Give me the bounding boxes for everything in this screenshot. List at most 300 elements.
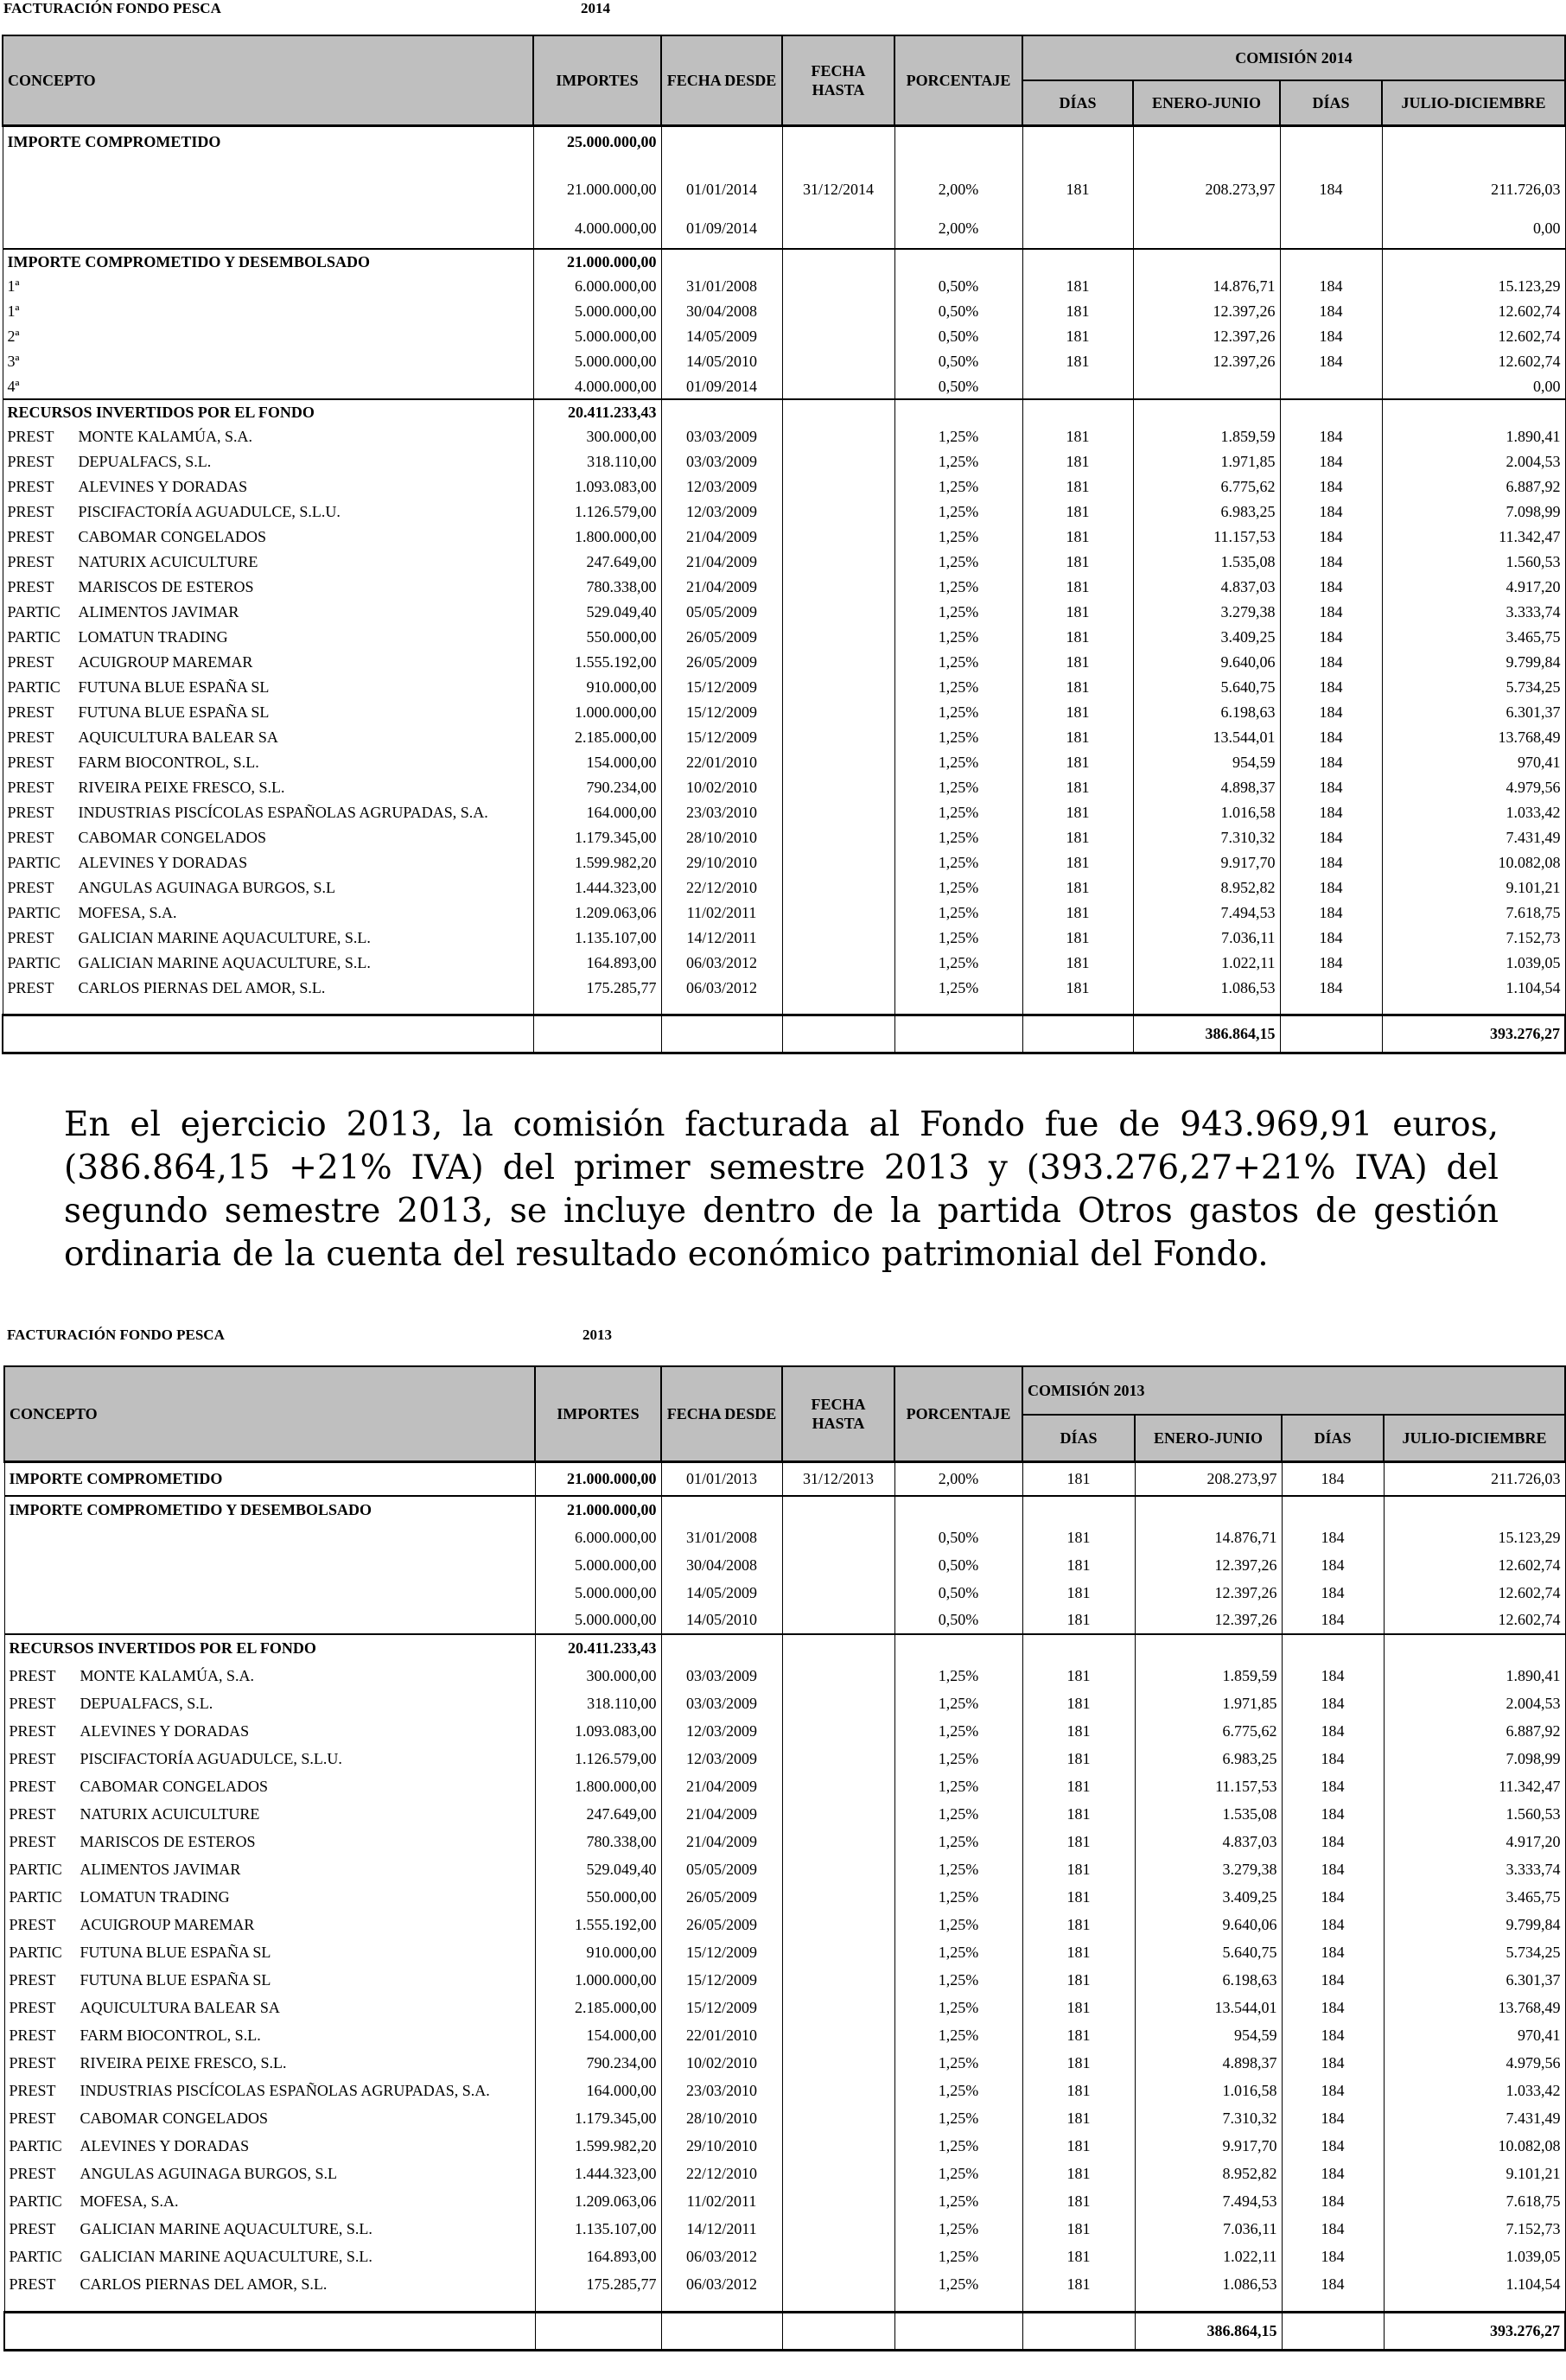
table-row — [4, 1800, 1565, 1828]
concept-name: MONTE KALAMÚA, S.A. — [78, 428, 252, 445]
concept-type: PARTIC — [7, 678, 60, 696]
enero-junio: 5.640,75 — [1133, 675, 1280, 700]
fecha-hasta — [782, 449, 894, 474]
enero-junio: 1.022,11 — [1133, 951, 1280, 976]
dias-1: 181 — [1022, 725, 1133, 750]
enero-junio: 1.535,08 — [1133, 550, 1280, 575]
fecha-desde: 11/02/2011 — [661, 900, 782, 926]
table-row — [3, 900, 1565, 926]
porcentaje: 1,25% — [894, 500, 1022, 525]
julio-diciembre: 1.039,05 — [1384, 2243, 1565, 2270]
empty-cell — [661, 157, 782, 169]
fecha-desde: 03/03/2009 — [661, 1690, 782, 1717]
header-fecha-hasta: FECHA HASTA — [782, 1366, 894, 1461]
enero-junio: 11.157,53 — [1135, 1772, 1282, 1800]
fecha-desde: 29/10/2010 — [661, 850, 782, 875]
porcentaje: 1,25% — [894, 1994, 1022, 2021]
concept-type: PREST — [7, 929, 54, 946]
table-row — [4, 1662, 1565, 1690]
dias-1: 181 — [1022, 1938, 1135, 1966]
dias-1: 181 — [1022, 500, 1133, 525]
fecha-desde: 06/03/2012 — [661, 2243, 782, 2270]
dias-1: 181 — [1022, 850, 1133, 875]
concept-cell — [3, 575, 533, 600]
dias-1: 181 — [1022, 1800, 1135, 1828]
totals-row — [4, 2312, 1565, 2350]
importe: 4.000.000,00 — [533, 209, 661, 249]
concept-type: PREST — [7, 478, 54, 495]
fecha-hasta — [782, 1579, 894, 1607]
dias-1: 181 — [1022, 1662, 1135, 1690]
concept-type: PREST — [7, 553, 54, 570]
porcentaje: 1,25% — [894, 1800, 1022, 1828]
fecha-desde: 30/04/2008 — [661, 1551, 782, 1579]
julio-diciembre: 4.979,56 — [1384, 2049, 1565, 2077]
concept-cell — [4, 2021, 535, 2049]
enero-junio: 6.198,63 — [1135, 1966, 1282, 1994]
fecha-desde: 03/03/2009 — [661, 1662, 782, 1690]
fecha-desde: 23/03/2010 — [661, 800, 782, 825]
fecha-desde: 21/04/2009 — [661, 550, 782, 575]
fecha-desde: 03/03/2009 — [661, 424, 782, 449]
concept-cell — [4, 1966, 535, 1994]
enero-junio: 3.279,38 — [1135, 1855, 1282, 1883]
section-amount: 25.000.000,00 — [533, 125, 661, 157]
concept-name: INDUSTRIAS PISCÍCOLAS ESPAÑOLAS AGRUPADAS, S.A. — [80, 2081, 490, 2099]
fecha-hasta — [782, 625, 894, 650]
dias-2: 184 — [1282, 2270, 1384, 2298]
importe: 154.000,00 — [533, 750, 661, 775]
empty-cell — [1133, 399, 1280, 424]
porcentaje: 1,25% — [894, 951, 1022, 976]
empty-cell — [1022, 1001, 1133, 1015]
dias-1: 181 — [1022, 700, 1133, 725]
table-row — [3, 424, 1565, 449]
section-title: IMPORTE COMPROMETIDO — [3, 125, 533, 157]
julio-diciembre: 1.560,53 — [1384, 1800, 1565, 1828]
fecha-hasta — [782, 424, 894, 449]
table-row — [4, 1745, 1565, 1772]
year-text: 2013 — [582, 1327, 612, 1343]
julio-diciembre: 4.917,20 — [1384, 1828, 1565, 1855]
enero-junio: 7.310,32 — [1133, 825, 1280, 850]
julio-diciembre: 1.104,54 — [1384, 2270, 1565, 2298]
empty-cell — [1280, 1001, 1382, 1015]
fecha-hasta — [782, 1717, 894, 1745]
fecha-desde: 31/01/2008 — [661, 274, 782, 299]
dias-1: 181 — [1022, 169, 1133, 209]
porcentaje: 0,50% — [894, 349, 1022, 374]
concept-type: PARTIC — [7, 954, 60, 971]
dias-2: 184 — [1280, 700, 1382, 725]
dias-1: 181 — [1022, 926, 1133, 951]
fecha-hasta — [782, 2132, 894, 2160]
table-row — [3, 525, 1565, 550]
fecha-hasta — [782, 725, 894, 750]
empty-cell — [894, 399, 1022, 424]
concept-type: PREST — [9, 1804, 56, 1823]
fecha-hasta — [782, 1772, 894, 1800]
concept-name: ALEVINES Y DORADAS — [78, 478, 248, 495]
concept-type: PREST — [9, 1721, 56, 1740]
fecha-desde: 03/03/2009 — [661, 449, 782, 474]
enero-junio: 4.898,37 — [1135, 2049, 1282, 2077]
table-row — [4, 1855, 1565, 1883]
concept-cell — [4, 1745, 535, 1772]
concept-cell — [3, 750, 533, 775]
dias-2: 184 — [1280, 675, 1382, 700]
porcentaje: 1,25% — [894, 1745, 1022, 1772]
concept-cell — [4, 2243, 535, 2270]
dias-2: 184 — [1280, 525, 1382, 550]
fecha-desde: 06/03/2012 — [661, 2270, 782, 2298]
concept-type: PREST — [9, 2026, 56, 2044]
table-row — [4, 2243, 1565, 2270]
julio-diciembre: 211.726,03 — [1384, 1461, 1565, 1496]
concept-name: CABOMAR CONGELADOS — [80, 2109, 269, 2127]
dias-1: 181 — [1022, 1745, 1135, 1772]
fecha-desde: 30/04/2008 — [661, 299, 782, 324]
table-2013-body — [4, 1461, 1565, 2350]
table-2014 — [2, 35, 1566, 1054]
empty-cell — [1022, 1634, 1135, 1662]
dias-2: 184 — [1282, 2160, 1384, 2187]
dias-1: 181 — [1022, 2132, 1135, 2160]
enero-junio: 6.775,62 — [1133, 474, 1280, 500]
julio-diciembre: 13.768,49 — [1382, 725, 1565, 750]
empty-cell — [782, 1015, 894, 1053]
table-row — [3, 374, 1565, 399]
fecha-desde: 01/09/2014 — [661, 209, 782, 249]
fecha-desde: 15/12/2009 — [661, 700, 782, 725]
total-enero-junio: 386.864,15 — [1133, 1015, 1280, 1053]
porcentaje: 0,50% — [894, 1551, 1022, 1579]
porcentaje: 1,25% — [894, 1690, 1022, 1717]
empty-cell — [661, 399, 782, 424]
enero-junio: 1.086,53 — [1133, 976, 1280, 1001]
importe: 1.444.323,00 — [535, 2160, 661, 2187]
fecha-hasta — [782, 1911, 894, 1938]
dias-1: 181 — [1022, 2187, 1135, 2215]
fecha-desde: 26/05/2009 — [661, 1883, 782, 1911]
fecha-hasta — [782, 2270, 894, 2298]
julio-diciembre: 7.152,73 — [1382, 926, 1565, 951]
concept-name: FUTUNA BLUE ESPAÑA SL — [78, 678, 270, 696]
dias-2: 184 — [1280, 575, 1382, 600]
concept-name: ANGULAS AGUINAGA BURGOS, S.L — [78, 879, 336, 896]
concept-type: PARTIC — [9, 1943, 62, 1961]
empty-cell — [661, 249, 782, 274]
importe: 2.185.000,00 — [535, 1994, 661, 2021]
fecha-desde: 15/12/2009 — [661, 1938, 782, 1966]
importe: 6.000.000,00 — [533, 274, 661, 299]
porcentaje: 1,25% — [894, 2132, 1022, 2160]
empty-cell — [1282, 1634, 1384, 1662]
concept-name: RIVEIRA PEIXE FRESCO, S.L. — [78, 779, 285, 796]
enero-junio: 8.952,82 — [1135, 2160, 1282, 2187]
empty-cell — [533, 157, 661, 169]
julio-diciembre: 7.618,75 — [1384, 2187, 1565, 2215]
empty-cell — [4, 2312, 535, 2350]
fecha-desde: 31/01/2008 — [661, 1524, 782, 1551]
enero-junio: 7.036,11 — [1133, 926, 1280, 951]
table-row — [4, 1966, 1565, 1994]
porcentaje: 1,25% — [894, 550, 1022, 575]
empty-cell — [782, 399, 894, 424]
concept-cell — [4, 1772, 535, 1800]
concept-cell — [3, 875, 533, 900]
concept-type: PREST — [9, 1998, 56, 2016]
fecha-desde: 23/03/2010 — [661, 2077, 782, 2104]
importe: 1.555.192,00 — [535, 1911, 661, 1938]
fecha-desde: 10/02/2010 — [661, 2049, 782, 2077]
porcentaje: 1,25% — [894, 825, 1022, 850]
concept-type: PARTIC — [7, 904, 60, 921]
enero-junio: 7.036,11 — [1135, 2215, 1282, 2243]
header-comision: COMISIÓN 2014 — [1022, 35, 1565, 80]
empty-cell — [3, 157, 533, 169]
julio-diciembre: 1.890,41 — [1382, 424, 1565, 449]
concept-type: PREST — [7, 779, 54, 796]
fecha-desde: 06/03/2012 — [661, 951, 782, 976]
concept-type: 4ª — [7, 377, 20, 395]
empty-cell — [1282, 2312, 1384, 2350]
julio-diciembre: 12.602,74 — [1382, 299, 1565, 324]
dias-2: 184 — [1282, 1966, 1384, 1994]
concept-type: PREST — [9, 1777, 56, 1795]
fecha-hasta — [782, 324, 894, 349]
empty-cell — [1382, 249, 1565, 274]
concept-cell — [4, 2049, 535, 2077]
fecha-hasta — [782, 2021, 894, 2049]
importe: 790.234,00 — [535, 2049, 661, 2077]
dias-2: 184 — [1282, 1690, 1384, 1717]
concept-cell — [4, 1883, 535, 1911]
enero-junio: 7.494,53 — [1133, 900, 1280, 926]
header-importes: IMPORTES — [535, 1366, 661, 1461]
fecha-hasta — [782, 926, 894, 951]
fecha-hasta — [782, 2104, 894, 2132]
dias-2: 184 — [1282, 1911, 1384, 1938]
table-row — [4, 1772, 1565, 1800]
table-row — [3, 575, 1565, 600]
concept-cell — [3, 700, 533, 725]
dias-2: 184 — [1282, 2049, 1384, 2077]
enero-junio — [1133, 209, 1280, 249]
dias-2: 184 — [1280, 825, 1382, 850]
dias-2: 184 — [1280, 725, 1382, 750]
fecha-hasta — [782, 700, 894, 725]
porcentaje: 1,25% — [894, 449, 1022, 474]
porcentaje: 1,25% — [894, 2160, 1022, 2187]
porcentaje: 1,25% — [894, 424, 1022, 449]
enero-junio: 13.544,01 — [1135, 1994, 1282, 2021]
fecha-hasta — [782, 2077, 894, 2104]
concept-name: GALICIAN MARINE AQUACULTURE, S.L. — [80, 2247, 372, 2265]
porcentaje: 1,25% — [894, 875, 1022, 900]
porcentaje: 1,25% — [894, 1828, 1022, 1855]
empty-cell — [1135, 1496, 1282, 1524]
fecha-hasta — [782, 900, 894, 926]
dias-2: 184 — [1280, 951, 1382, 976]
julio-diciembre: 2.004,53 — [1382, 449, 1565, 474]
concept-name: ANGULAS AGUINAGA BURGOS, S.L — [80, 2164, 338, 2182]
enero-junio: 1.016,58 — [1135, 2077, 1282, 2104]
dias-2: 184 — [1280, 449, 1382, 474]
table-row — [3, 474, 1565, 500]
section-title-row — [3, 249, 1565, 274]
porcentaje: 2,00% — [894, 1461, 1022, 1496]
dias-2: 184 — [1282, 2187, 1384, 2215]
table-row — [4, 1994, 1565, 2021]
dias-2: 184 — [1282, 1994, 1384, 2021]
table-row — [3, 750, 1565, 775]
julio-diciembre: 4.917,20 — [1382, 575, 1565, 600]
fecha-hasta — [782, 1690, 894, 1717]
fecha-hasta — [782, 825, 894, 850]
julio-diciembre: 7.098,99 — [1382, 500, 1565, 525]
concept-name: CABOMAR CONGELADOS — [80, 1777, 269, 1795]
dias-1: 181 — [1022, 825, 1133, 850]
concept-name: ALEVINES Y DORADAS — [80, 1721, 250, 1740]
porcentaje: 1,25% — [894, 1911, 1022, 1938]
concept-cell — [4, 1607, 535, 1634]
section-amount: 21.000.000,00 — [533, 249, 661, 274]
section-title: IMPORTE COMPROMETIDO — [4, 1461, 535, 1496]
julio-diciembre: 1.560,53 — [1382, 550, 1565, 575]
enero-junio: 6.198,63 — [1133, 700, 1280, 725]
concept-name: FARM BIOCONTROL, S.L. — [80, 2026, 261, 2044]
dias-2: 184 — [1280, 349, 1382, 374]
julio-diciembre: 13.768,49 — [1384, 1994, 1565, 2021]
dias-2: 184 — [1282, 1745, 1384, 1772]
fecha-desde: 21/04/2009 — [661, 1828, 782, 1855]
empty-cell — [535, 2312, 661, 2350]
importe: 910.000,00 — [535, 1938, 661, 1966]
table-row — [4, 1607, 1565, 1634]
dias-1: 181 — [1022, 1607, 1135, 1634]
section-title-row — [4, 1461, 1565, 1496]
dias-2: 184 — [1280, 324, 1382, 349]
concept-type: PREST — [7, 879, 54, 896]
empty-cell — [1135, 1634, 1282, 1662]
concept-cell — [4, 1828, 535, 1855]
empty-cell — [1022, 2298, 1135, 2312]
enero-junio: 4.837,03 — [1135, 1828, 1282, 1855]
importe: 550.000,00 — [533, 625, 661, 650]
dias-1: 181 — [1022, 600, 1133, 625]
concept-cell — [4, 1717, 535, 1745]
fecha-desde: 14/12/2011 — [661, 2215, 782, 2243]
fecha-hasta — [782, 525, 894, 550]
concept-type: PREST — [9, 2081, 56, 2099]
dias-2: 184 — [1280, 600, 1382, 625]
dias-1: 181 — [1022, 650, 1133, 675]
dias-1: 181 — [1022, 2021, 1135, 2049]
fecha-hasta — [782, 2049, 894, 2077]
table-row — [4, 2160, 1565, 2187]
fecha-desde: 14/05/2009 — [661, 324, 782, 349]
dias-1: 181 — [1022, 1461, 1135, 1496]
fecha-hasta: 31/12/2014 — [782, 169, 894, 209]
empty-cell — [535, 2298, 661, 2312]
concept-name: ACUIGROUP MAREMAR — [80, 1915, 255, 1933]
empty-cell — [894, 1015, 1022, 1053]
dias-1: 181 — [1022, 775, 1133, 800]
dias-2: 184 — [1282, 2215, 1384, 2243]
header-julio-diciembre: JULIO-DICIEMBRE — [1382, 80, 1565, 125]
concept-cell — [3, 625, 533, 650]
year-text: 2014 — [581, 0, 610, 16]
dias-2: 184 — [1282, 1800, 1384, 1828]
fecha-hasta — [782, 374, 894, 399]
julio-diciembre: 12.602,74 — [1384, 1579, 1565, 1607]
julio-diciembre: 0,00 — [1382, 209, 1565, 249]
enero-junio: 6.775,62 — [1135, 1717, 1282, 1745]
fecha-hasta — [782, 951, 894, 976]
fecha-hasta — [782, 1828, 894, 1855]
dias-1: 181 — [1022, 2049, 1135, 2077]
empty-cell — [1382, 1001, 1565, 1015]
dias-1: 181 — [1022, 525, 1133, 550]
dias-2: 184 — [1280, 274, 1382, 299]
concept-cell — [3, 550, 533, 575]
concept-cell — [4, 1551, 535, 1579]
empty-cell — [1282, 2298, 1384, 2312]
julio-diciembre: 12.602,74 — [1384, 1607, 1565, 1634]
section-amount: 21.000.000,00 — [535, 1496, 661, 1524]
concept-cell — [4, 1800, 535, 1828]
concept-cell — [4, 1690, 535, 1717]
concept-type: PREST — [7, 979, 54, 996]
concept-cell — [4, 1855, 535, 1883]
fecha-desde: 29/10/2010 — [661, 2132, 782, 2160]
table-row — [3, 324, 1565, 349]
dias-2: 184 — [1282, 2243, 1384, 2270]
importe: 5.000.000,00 — [533, 324, 661, 349]
porcentaje: 1,25% — [894, 2243, 1022, 2270]
fecha-hasta — [782, 299, 894, 324]
dias-2: 184 — [1282, 1717, 1384, 1745]
table-row — [4, 2077, 1565, 2104]
concept-type: PREST — [9, 1970, 56, 1989]
fecha-hasta: 31/12/2013 — [782, 1461, 894, 1496]
enero-junio: 1.859,59 — [1135, 1662, 1282, 1690]
fecha-hasta — [782, 575, 894, 600]
importe: 1.135.107,00 — [533, 926, 661, 951]
porcentaje: 1,25% — [894, 1883, 1022, 1911]
total-enero-junio: 386.864,15 — [1135, 2312, 1282, 2350]
importe: 154.000,00 — [535, 2021, 661, 2049]
empty-cell — [894, 249, 1022, 274]
concept-type: PREST — [9, 2053, 56, 2071]
fecha-hasta — [782, 750, 894, 775]
concept-name: PISCIFACTORÍA AGUADULCE, S.L.U. — [78, 503, 341, 520]
enero-junio: 5.640,75 — [1135, 1938, 1282, 1966]
dias-1: 181 — [1022, 349, 1133, 374]
fecha-desde: 12/03/2009 — [661, 474, 782, 500]
importe: 1.093.083,00 — [535, 1717, 661, 1745]
empty-cell — [1133, 157, 1280, 169]
section-title: RECURSOS INVERTIDOS POR EL FONDO — [3, 399, 533, 424]
concept-type: 1ª — [7, 302, 20, 320]
concept-name: FUTUNA BLUE ESPAÑA SL — [78, 703, 270, 721]
enero-junio: 954,59 — [1133, 750, 1280, 775]
importe: 164.000,00 — [533, 800, 661, 825]
empty-cell — [782, 157, 894, 169]
fecha-desde: 15/12/2009 — [661, 1994, 782, 2021]
empty-cell — [1382, 125, 1565, 157]
